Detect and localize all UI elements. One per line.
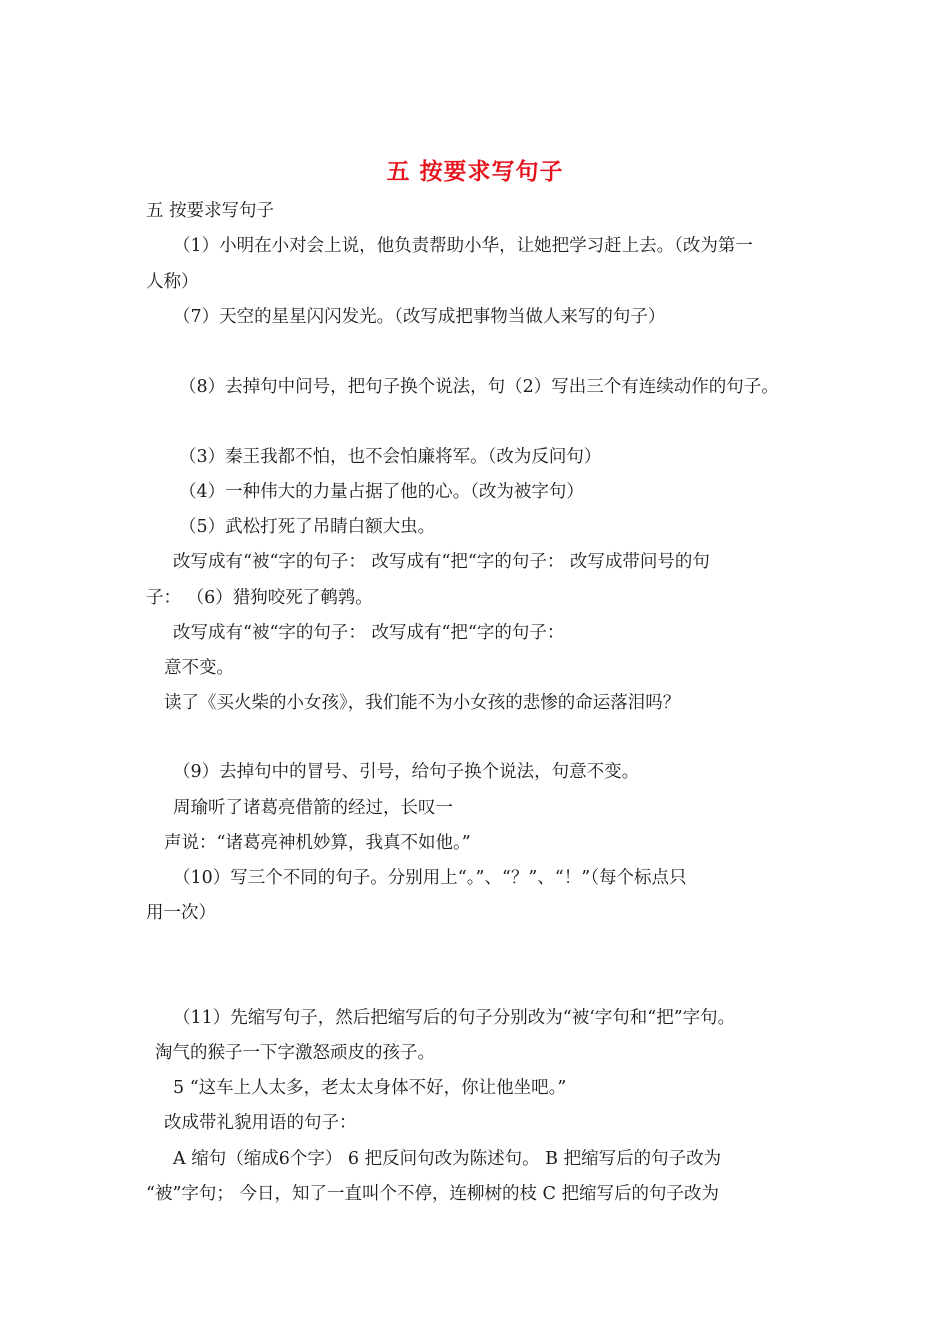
text-line: 周瑜听了诸葛亮借箭的经过，长叹一 [173,798,453,818]
text-line: （3）秦王我都不怕，也不会怕廉将军。（改为反问句） [179,447,602,467]
text-line: （4）一种伟大的力量占据了他的心。（改为被字句） [179,482,584,502]
text-line: 人称） [146,272,199,292]
text-line: “被”字句； 今日，知了一直叫个不停，连柳树的枝 C 把缩写后的句子改为 [146,1184,719,1204]
text-line: （1）小明在小对会上说，他负责帮助小华，让她把学习赶上去。（改为第一 [173,236,753,256]
document-title: 五 按要求写句子 [386,158,564,185]
text-line: 改写成有“被“字的句子： 改写成有“把“字的句子： 改写成带问号的句 [173,552,710,572]
text-line: 用一次） [146,903,216,923]
text-line: （7）天空的星星闪闪发光。（改写成把事物当做人来写的句子） [173,307,666,327]
text-line: （8）去掉句中问号，把句子换个说法，句（2）写出三个有连续动作的句子。 [179,377,779,397]
text-line: 5 “这车上人太多，老太太身体不好，你让他坐吧。” [173,1078,567,1098]
text-line: 子： （6）猎狗咬死了鹌鹑。 [146,588,373,608]
text-line: （11）先缩写句子，然后把缩写后的句子分别改为“被‘字句和“把”字句。 [173,1008,736,1028]
text-line: 声说：“诸葛亮神机妙算，我真不如他。” [164,833,471,853]
text-line: （5）武松打死了吊睛白额大虫。 [179,517,436,537]
text-line: 读了《买火柴的小女孩》，我们能不为小女孩的悲惨的命运落泪吗？ [164,693,681,713]
section-heading: 五 按要求写句子 [146,201,275,221]
text-line: 改成带礼貌用语的句子： [164,1113,357,1133]
text-line: （9）去掉句中的冒号、引号，给句子换个说法，句意不变。 [173,762,640,782]
text-line: 改写成有“被“字的句子： 改写成有“把“字的句子： [173,623,565,643]
text-line: 淘气的猴子一下字激怒顽皮的孩子。 [155,1043,435,1063]
text-line: 意不变。 [164,658,234,678]
text-line: （10）写三个不同的句子。分别用上“。”、“？”、“！”（每个标点只 [173,868,687,888]
text-line: A 缩句（缩成6个字） 6 把反问句改为陈述句。 B 把缩写后的句子改为 [173,1149,722,1169]
